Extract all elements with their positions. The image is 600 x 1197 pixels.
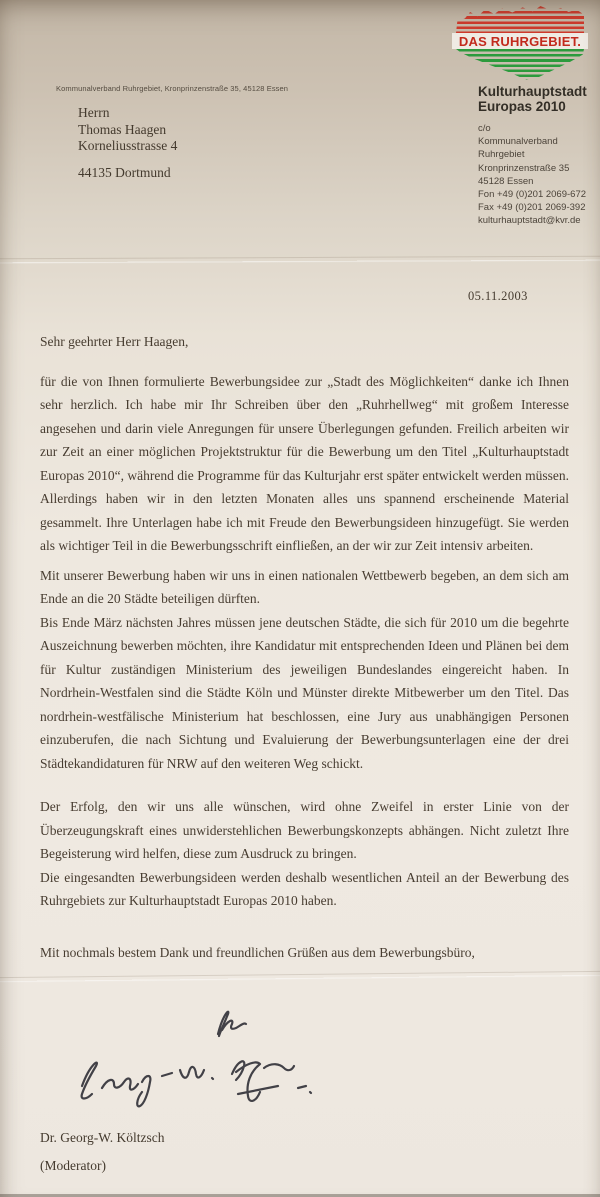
salutation: Sehr geehrter Herr Haagen,: [40, 334, 189, 349]
recipient-address-block: [78, 105, 177, 181]
paper-fold-crease-top: [0, 256, 600, 263]
contact-line-phone: Fon +49 (0)201 2069-672: [478, 189, 587, 201]
sender-return-address: Kommunalverband Ruhrgebiet, Kronprinzenstraße 35, 45128 Essen: [56, 84, 289, 93]
signature-stroke: [264, 1064, 294, 1070]
letterhead-title-line2: Europas 2010: [478, 99, 566, 114]
letter-date: 05.11.2003: [468, 289, 528, 303]
ruhrgebiet-logo: [452, 6, 588, 80]
signature-stroke: [162, 1073, 172, 1076]
signature-stroke: [310, 1092, 311, 1093]
contact-line: Ruhrgebiet: [478, 149, 525, 161]
letterhead-contact-block: [478, 122, 586, 228]
signature-stroke: [102, 1079, 138, 1090]
recipient-city-line: 44135 Dortmund: [78, 164, 171, 180]
signature-stroke: [238, 1086, 278, 1094]
paragraph-5: Die eingesandten Bewerbungsideen werden deshalb wesentlichen Anteil an der Bewerbung des Ruhrgebiets zur Kulturhauptstadt Europas 2010 haben.: [40, 869, 569, 908]
handwritten-signature: [50, 1000, 320, 1115]
letter-body: [40, 330, 569, 964]
letterhead-title-line1: Kulturhauptstadt: [478, 84, 587, 99]
contact-line: 45128 Essen: [478, 175, 534, 187]
contact-line-fax: Fax +49 (0)201 2069-392: [478, 202, 586, 214]
contact-line: Kommunalverband: [478, 136, 558, 148]
recipient-line: Herrn: [78, 105, 110, 120]
contact-line: Kronprinzenstraße 35: [478, 162, 570, 174]
logo-map-stripes-red: [456, 6, 584, 33]
signature-stroke: [236, 1062, 260, 1101]
signature-stroke: [137, 1076, 150, 1106]
recipient-line: Thomas Haagen: [78, 121, 167, 137]
logo-wordmark: DAS RUHRGEBIET.: [452, 33, 588, 49]
signature-stroke: [298, 1086, 306, 1088]
paper-fold-crease-bottom: [0, 971, 600, 981]
paragraph-4: Der Erfolg, den wir uns alle wünschen, wird ohne Zweifel in erster Linie von der Überzeugungskraft eines unwiderstehlichen Bewerbungskonzepts abhängen. Nicht zuletzt Ihre Begeisterung wird helfen, diese zum Ausdruck zu bringen.: [40, 799, 569, 861]
signature-stroke: [180, 1067, 204, 1078]
closing-line: Mit nochmals bestem Dank und freundlichen Grüßen aus dem Bewerbungsbüro,: [40, 944, 475, 960]
recipient-line: Korneliusstrasse 4: [78, 138, 178, 153]
contact-line: c/o: [478, 123, 491, 134]
letterhead-title: [478, 84, 587, 114]
signature-stroke: [212, 1078, 213, 1079]
paragraph-3: Bis Ende März nächsten Jahres müssen jene deutschen Städte, die sich für 2010 um die begehrte Auszeichnung bewerben möchten, ihre Kandidatur mit entsprechenden Ideen und Plänen bei dem für Kultur zuständigen Ministerium des jeweiligen Bundeslandes eingereicht haben. In Nordrhein-Westfalen sind die Städte Köln und Münster direkte Mitbewerber um den Titel. Das nordrhein-westfälische Ministerium hat beschlossen, eine Jury aus unabhängigen Personen einzuberufen, die nach Sichtung und Evaluierung der Bewerbungsunterlagen eine der drei Städtekandidaturen für NRW auf den weiteren Weg schickt.: [40, 614, 569, 771]
signature-stroke: [82, 1063, 97, 1099]
signature-role: (Moderator): [40, 1158, 106, 1173]
signature-printed-name: Dr. Georg-W. Költzsch: [40, 1130, 165, 1145]
paragraph-1: für die von Ihnen formulierte Bewerbungsidee zur „Stadt des Möglichkeiten“ danke ich Ihnen sehr herzlich. Ich habe mir Ihr Schreiben über den „Ruhrhellweg“ mit großem Interesse angesehen und darin viele Anregungen für unsere Überlegungen gefunden. Freilich arbeiten wir zur Zeit an einer möglichen Projektstruktur für die Bewerbung um den Titel „Kulturhauptstadt Europas 2010“, während die Programme für das Kulturjahr erst später entwickelt werden müssen. Allerdings haben wir in den letzten Monaten alles uns spannend erscheinende Material gesammelt. Ihre Unterlagen habe ich mit Freude den Bewerbungsideen hinzugefügt. Sie werden als wichtiger Teil in die Bewerbungsschrift einfließen, an der wir zur Zeit intensiv arbeiten.: [40, 373, 569, 553]
paragraph-2: Mit unserer Bewerbung haben wir uns in einen nationalen Wettbewerb begeben, an dem sich am Ende an die 20 Städte beteiligen dürften.: [40, 567, 569, 606]
logo-map-stripes-green: [456, 49, 584, 80]
contact-line-email: kulturhauptstadt@kvr.de: [478, 215, 581, 227]
